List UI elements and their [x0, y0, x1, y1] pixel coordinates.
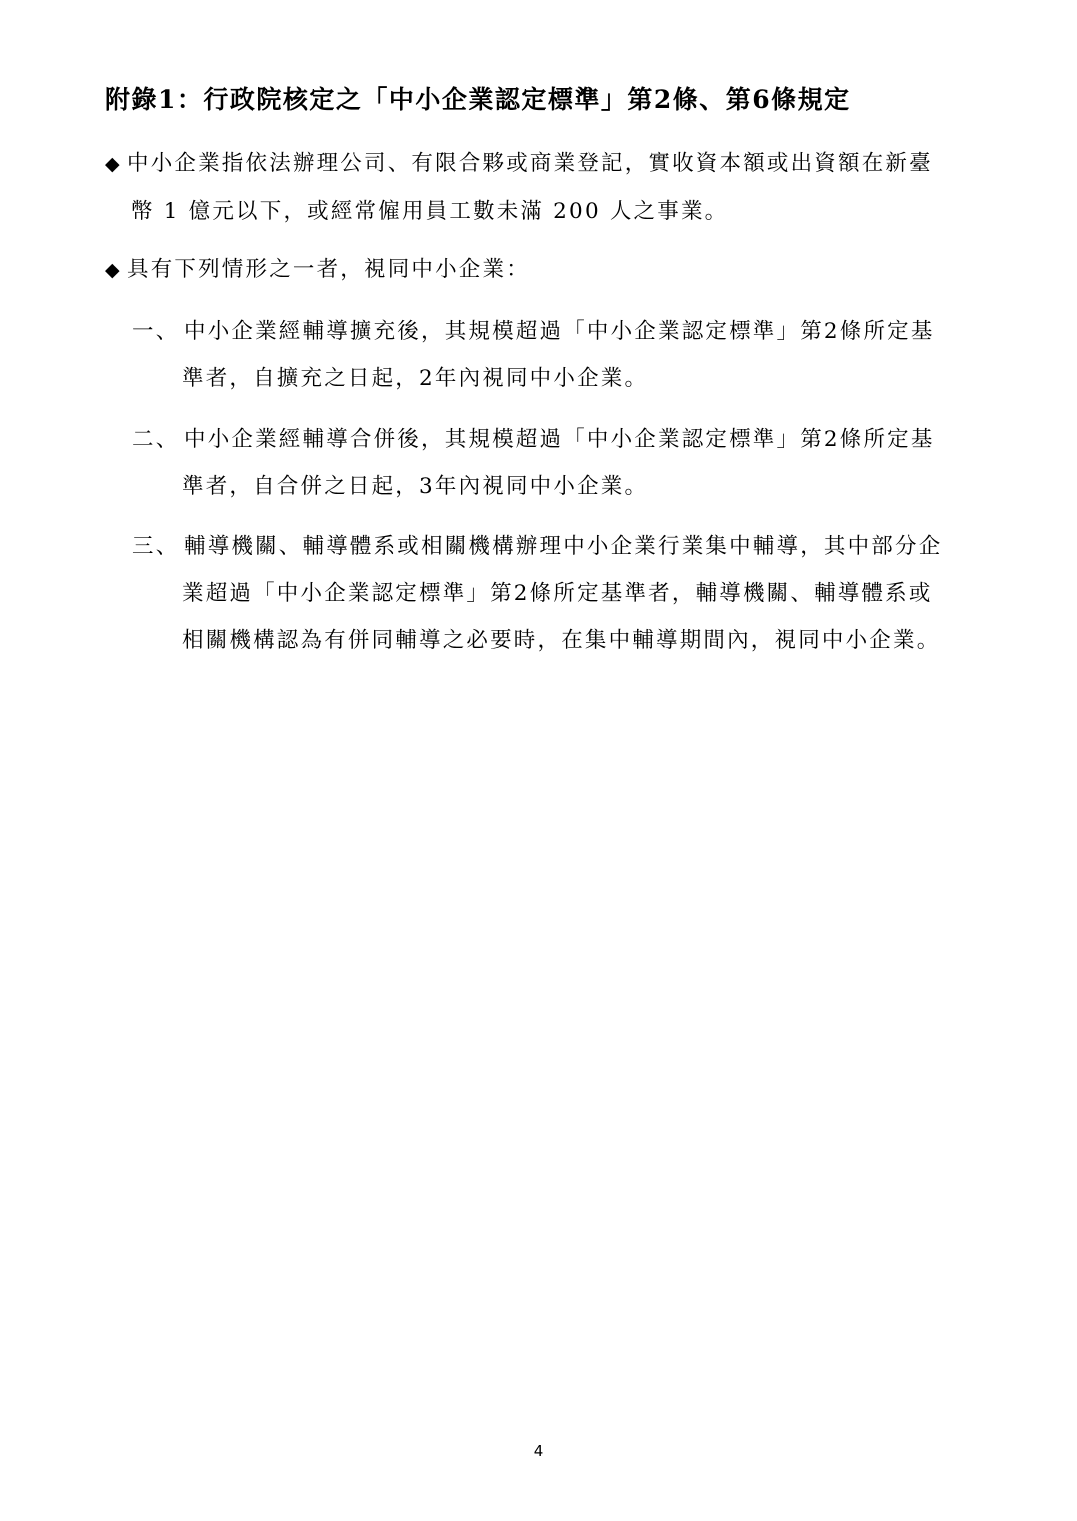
item-text-line2: 準者，自擴充之日起，2年內視同中小企業。 [182, 366, 649, 391]
item-number: 二、 [132, 427, 180, 452]
bullet-text-line1: 具有下列情形之一者，視同中小企業： [127, 257, 530, 282]
conditions-bullet [105, 246, 980, 294]
item-text-line3: 相關機構認為有併同輔導之必要時，在集中輔導期間內，視同中小企業。 [182, 628, 941, 653]
condition-item-1 [132, 308, 982, 402]
appendix-title: 附錄1：行政院核定之「中小企業認定標準」第2條、第6條規定 [105, 85, 851, 114]
item-first-line [132, 523, 982, 570]
item-text-line2: 業超過「中小企業認定標準」第2條所定基準者，輔導機關、輔導體系或 [182, 581, 933, 606]
bullet-first-line [105, 246, 980, 294]
item-text-line1: 輔導機關、輔導體系或相關機構辦理中小企業行業集中輔導，其中部分企 [184, 534, 943, 559]
condition-item-3 [132, 523, 982, 664]
diamond-bullet-icon: ◆ [105, 259, 122, 281]
bullet-first-line [105, 140, 980, 188]
item-number: 一、 [132, 319, 180, 344]
page-number: 4 [533, 1442, 544, 1460]
bullet-text-line2: 幣 1 億元以下，或經常僱用員工數未滿 200 人之事業。 [131, 199, 729, 224]
definition-bullet [105, 140, 980, 235]
item-text-line1: 中小企業經輔導合併後，其規模超過「中小企業認定標準」第2條所定基 [184, 427, 935, 452]
item-first-line [132, 308, 982, 355]
diamond-bullet-icon: ◆ [105, 153, 122, 175]
item-text-line2: 準者，自合併之日起，3年內視同中小企業。 [182, 474, 649, 499]
item-first-line [132, 416, 982, 463]
item-text-line1: 中小企業經輔導擴充後，其規模超過「中小企業認定標準」第2條所定基 [184, 319, 935, 344]
bullet-text-line1: 中小企業指依法辦理公司、有限合夥或商業登記，實收資本額或出資額在新臺 [127, 151, 933, 176]
condition-item-2 [132, 416, 982, 510]
item-number: 三、 [132, 534, 180, 559]
